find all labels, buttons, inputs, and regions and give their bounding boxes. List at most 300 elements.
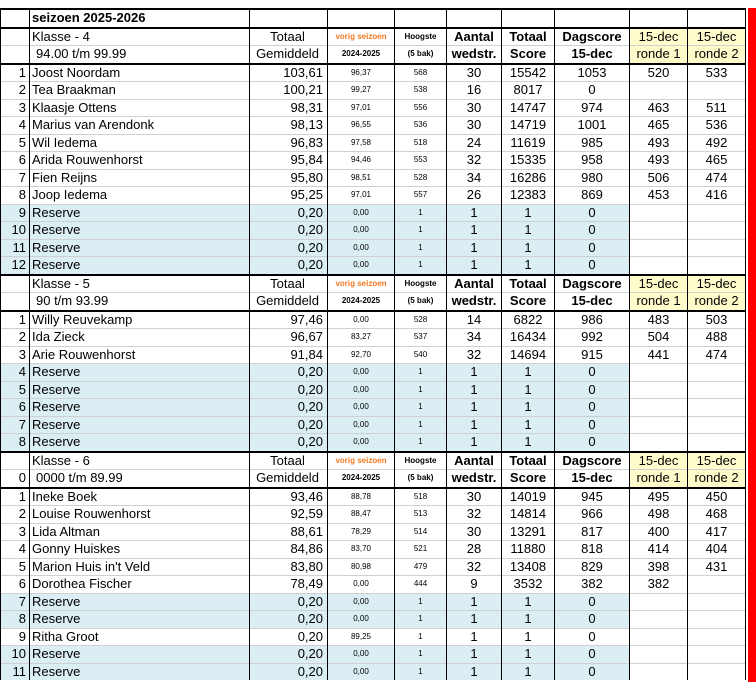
prev-season: 80,98 xyxy=(328,558,395,576)
table-row xyxy=(1,82,746,100)
row-number: 7 xyxy=(1,169,30,187)
round-1: 498 xyxy=(630,506,688,524)
round-1 xyxy=(630,204,688,222)
total-score: 16286 xyxy=(502,169,555,187)
matches: 1 xyxy=(447,611,502,629)
row-number xyxy=(1,28,30,46)
average: 84,86 xyxy=(250,541,328,559)
round-2: 488 xyxy=(688,329,746,347)
highest: 1 xyxy=(395,646,447,664)
header-score: Score xyxy=(502,46,555,64)
player-name: Reserve xyxy=(30,204,250,222)
average: 0,20 xyxy=(250,222,328,240)
day-score: 958 xyxy=(555,152,630,170)
highest: 1 xyxy=(395,222,447,240)
player-name: Klaasje Ottens xyxy=(30,99,250,117)
day-score: 1053 xyxy=(555,64,630,82)
table-row xyxy=(1,134,746,152)
class-header-row xyxy=(1,275,746,293)
table-row xyxy=(1,222,746,240)
prev-season: 0,00 xyxy=(328,257,395,275)
prev-season: 0,00 xyxy=(328,416,395,434)
row-number: 5 xyxy=(1,558,30,576)
red-sidebar-bar xyxy=(748,8,756,682)
row-number: 5 xyxy=(1,381,30,399)
prev-season: 0,00 xyxy=(328,222,395,240)
table-row xyxy=(1,523,746,541)
row-number: 0 xyxy=(1,470,30,488)
round-2 xyxy=(688,416,746,434)
matches: 14 xyxy=(447,311,502,329)
round-1 xyxy=(630,381,688,399)
highest: 1 xyxy=(395,434,447,452)
player-name: Joost Noordam xyxy=(30,64,250,82)
total-score: 1 xyxy=(502,628,555,646)
table-row xyxy=(1,593,746,611)
player-name: Joop Iedema xyxy=(30,187,250,205)
player-name: Tea Braakman xyxy=(30,82,250,100)
total-score: 14747 xyxy=(502,99,555,117)
header-score: Score xyxy=(502,470,555,488)
total-score: 1 xyxy=(502,593,555,611)
average: 95,80 xyxy=(250,169,328,187)
prev-season: 92,70 xyxy=(328,346,395,364)
empty-cell xyxy=(447,9,502,28)
day-score: 966 xyxy=(555,506,630,524)
header-bak: (5 bak) xyxy=(395,293,447,311)
header-ronde-1: ronde 1 xyxy=(630,46,688,64)
round-2 xyxy=(688,239,746,257)
round-2 xyxy=(688,82,746,100)
prev-season: 83,70 xyxy=(328,541,395,559)
prev-season: 98,51 xyxy=(328,169,395,187)
average: 0,20 xyxy=(250,434,328,452)
day-score: 0 xyxy=(555,434,630,452)
round-1: 463 xyxy=(630,99,688,117)
matches: 1 xyxy=(447,257,502,275)
header-vorig-years: 2024-2025 xyxy=(328,470,395,488)
round-1: 414 xyxy=(630,541,688,559)
day-score: 980 xyxy=(555,169,630,187)
table-row xyxy=(1,541,746,559)
prev-season: 0,00 xyxy=(328,399,395,417)
table-row xyxy=(1,576,746,594)
highest: 513 xyxy=(395,506,447,524)
matches: 32 xyxy=(447,506,502,524)
header-hoogste: Hoogste xyxy=(395,28,447,46)
prev-season: 0,00 xyxy=(328,576,395,594)
row-number: 5 xyxy=(1,134,30,152)
player-name: Gonny Huiskes xyxy=(30,541,250,559)
average: 93,46 xyxy=(250,488,328,506)
day-score: 945 xyxy=(555,488,630,506)
row-number: 6 xyxy=(1,399,30,417)
total-score: 15542 xyxy=(502,64,555,82)
player-name: Wil Iedema xyxy=(30,134,250,152)
total-score: 1 xyxy=(502,611,555,629)
prev-season: 0,00 xyxy=(328,364,395,382)
day-score: 817 xyxy=(555,523,630,541)
table-row xyxy=(1,169,746,187)
total-score: 14019 xyxy=(502,488,555,506)
prev-season: 0,00 xyxy=(328,663,395,680)
header-totaal: Totaal xyxy=(250,452,328,470)
day-score: 0 xyxy=(555,593,630,611)
round-1: 441 xyxy=(630,346,688,364)
table-row xyxy=(1,329,746,347)
player-name: Reserve xyxy=(30,611,250,629)
row-number: 10 xyxy=(1,222,30,240)
prev-season: 0,00 xyxy=(328,611,395,629)
matches: 1 xyxy=(447,416,502,434)
prev-season: 96,37 xyxy=(328,64,395,82)
highest: 1 xyxy=(395,593,447,611)
round-1: 453 xyxy=(630,187,688,205)
total-score: 1 xyxy=(502,204,555,222)
day-score: 985 xyxy=(555,134,630,152)
matches: 26 xyxy=(447,187,502,205)
day-score: 0 xyxy=(555,416,630,434)
average: 0,20 xyxy=(250,257,328,275)
header-date-2: 15-dec xyxy=(688,28,746,46)
prev-season: 99,27 xyxy=(328,82,395,100)
highest: 1 xyxy=(395,204,447,222)
total-score: 11880 xyxy=(502,541,555,559)
header-score: Score xyxy=(502,293,555,311)
round-2: 431 xyxy=(688,558,746,576)
header-totaal-score: Totaal xyxy=(502,28,555,46)
round-1: 495 xyxy=(630,488,688,506)
highest: 540 xyxy=(395,346,447,364)
header-gemiddeld: Gemiddeld xyxy=(250,293,328,311)
day-score: 869 xyxy=(555,187,630,205)
day-score: 0 xyxy=(555,611,630,629)
round-1: 382 xyxy=(630,576,688,594)
header-aantal: Aantal xyxy=(447,28,502,46)
round-1 xyxy=(630,628,688,646)
average: 98,31 xyxy=(250,99,328,117)
round-1: 465 xyxy=(630,117,688,135)
round-2: 465 xyxy=(688,152,746,170)
row-number xyxy=(1,452,30,470)
row-number: 2 xyxy=(1,506,30,524)
average: 103,61 xyxy=(250,64,328,82)
round-1 xyxy=(630,416,688,434)
round-2: 417 xyxy=(688,523,746,541)
average: 95,25 xyxy=(250,187,328,205)
day-score: 0 xyxy=(555,399,630,417)
highest: 1 xyxy=(395,416,447,434)
matches: 1 xyxy=(447,222,502,240)
player-name: Reserve xyxy=(30,434,250,452)
header-ronde-2: ronde 2 xyxy=(688,470,746,488)
header-ronde-1: ronde 1 xyxy=(630,470,688,488)
header-vorig-seizoen: vorig seizoen xyxy=(328,28,395,46)
header-dagscore-date: 15-dec xyxy=(555,46,630,64)
matches: 34 xyxy=(447,329,502,347)
table-row xyxy=(1,434,746,452)
highest: 537 xyxy=(395,329,447,347)
average: 95,84 xyxy=(250,152,328,170)
class-title: Klasse - 5 xyxy=(30,275,250,293)
table-row xyxy=(1,311,746,329)
total-score: 1 xyxy=(502,663,555,680)
header-totaal: Totaal xyxy=(250,275,328,293)
header-aantal: Aantal xyxy=(447,275,502,293)
matches: 32 xyxy=(447,152,502,170)
round-2: 468 xyxy=(688,506,746,524)
total-score: 1 xyxy=(502,239,555,257)
empty-cell xyxy=(250,9,328,28)
table-row xyxy=(1,488,746,506)
row-number: 10 xyxy=(1,646,30,664)
average: 92,59 xyxy=(250,506,328,524)
highest: 1 xyxy=(395,628,447,646)
total-score: 6822 xyxy=(502,311,555,329)
average: 0,20 xyxy=(250,399,328,417)
prev-season: 0,00 xyxy=(328,239,395,257)
total-score: 1 xyxy=(502,364,555,382)
round-1: 493 xyxy=(630,134,688,152)
matches: 1 xyxy=(447,646,502,664)
row-number xyxy=(1,46,30,64)
player-name: Lida Altman xyxy=(30,523,250,541)
empty-cell xyxy=(395,9,447,28)
matches: 1 xyxy=(447,239,502,257)
round-2: 450 xyxy=(688,488,746,506)
round-2: 474 xyxy=(688,169,746,187)
header-dagscore-date: 15-dec xyxy=(555,293,630,311)
row-number: 12 xyxy=(1,257,30,275)
table-row xyxy=(1,239,746,257)
class-subheader-row xyxy=(1,470,746,488)
header-ronde-1: ronde 1 xyxy=(630,293,688,311)
total-score: 14694 xyxy=(502,346,555,364)
matches: 30 xyxy=(447,523,502,541)
row-number: 6 xyxy=(1,576,30,594)
prev-season: 88,47 xyxy=(328,506,395,524)
average: 78,49 xyxy=(250,576,328,594)
round-2 xyxy=(688,646,746,664)
class-title: Klasse - 4 xyxy=(30,28,250,46)
round-2 xyxy=(688,434,746,452)
table-row xyxy=(1,364,746,382)
highest: 568 xyxy=(395,64,447,82)
highest: 521 xyxy=(395,541,447,559)
matches: 1 xyxy=(447,204,502,222)
player-name: Dorothea Fischer xyxy=(30,576,250,594)
matches: 1 xyxy=(447,381,502,399)
average: 0,20 xyxy=(250,239,328,257)
total-score: 3532 xyxy=(502,576,555,594)
day-score: 0 xyxy=(555,257,630,275)
highest: 1 xyxy=(395,381,447,399)
prev-season: 83,27 xyxy=(328,329,395,347)
header-date-2: 15-dec xyxy=(688,275,746,293)
row-number: 1 xyxy=(1,488,30,506)
round-1 xyxy=(630,593,688,611)
prev-season: 94,46 xyxy=(328,152,395,170)
round-1: 483 xyxy=(630,311,688,329)
round-2: 511 xyxy=(688,99,746,117)
header-ronde-2: ronde 2 xyxy=(688,293,746,311)
prev-season: 97,58 xyxy=(328,134,395,152)
total-score: 1 xyxy=(502,434,555,452)
class-subheader-row xyxy=(1,293,746,311)
day-score: 992 xyxy=(555,329,630,347)
class-subheader-row xyxy=(1,46,746,64)
table-row xyxy=(1,611,746,629)
day-score: 0 xyxy=(555,663,630,680)
class-range: 90 t/m 93.99 xyxy=(30,293,250,311)
row-number: 11 xyxy=(1,663,30,680)
player-name: Arie Rouwenhorst xyxy=(30,346,250,364)
header-dagscore-date: 15-dec xyxy=(555,470,630,488)
round-1 xyxy=(630,82,688,100)
class-header-row xyxy=(1,452,746,470)
round-2 xyxy=(688,593,746,611)
player-name: Reserve xyxy=(30,663,250,680)
average: 0,20 xyxy=(250,663,328,680)
matches: 30 xyxy=(447,117,502,135)
row-number: 4 xyxy=(1,364,30,382)
total-score: 16434 xyxy=(502,329,555,347)
prev-season: 97,01 xyxy=(328,99,395,117)
header-wedstr: wedstr. xyxy=(447,46,502,64)
round-2 xyxy=(688,576,746,594)
round-1 xyxy=(630,239,688,257)
prev-season: 0,00 xyxy=(328,434,395,452)
day-score: 1001 xyxy=(555,117,630,135)
highest: 528 xyxy=(395,169,447,187)
player-name: Willy Reuvekamp xyxy=(30,311,250,329)
highest: 553 xyxy=(395,152,447,170)
day-score: 0 xyxy=(555,239,630,257)
row-number: 2 xyxy=(1,82,30,100)
header-vorig-seizoen: vorig seizoen xyxy=(328,275,395,293)
matches: 1 xyxy=(447,628,502,646)
day-score: 986 xyxy=(555,311,630,329)
highest: 514 xyxy=(395,523,447,541)
table-row xyxy=(1,399,746,417)
round-2 xyxy=(688,257,746,275)
table-row xyxy=(1,64,746,82)
player-name: Reserve xyxy=(30,399,250,417)
round-1 xyxy=(630,222,688,240)
class-range: 0000 t/m 89.99 xyxy=(30,470,250,488)
header-gemiddeld: Gemiddeld xyxy=(250,46,328,64)
average: 88,61 xyxy=(250,523,328,541)
row-number: 8 xyxy=(1,187,30,205)
round-1: 506 xyxy=(630,169,688,187)
matches: 32 xyxy=(447,346,502,364)
matches: 30 xyxy=(447,488,502,506)
prev-season: 0,00 xyxy=(328,311,395,329)
highest: 556 xyxy=(395,99,447,117)
row-number: 3 xyxy=(1,99,30,117)
round-1 xyxy=(630,399,688,417)
day-score: 382 xyxy=(555,576,630,594)
average: 0,20 xyxy=(250,381,328,399)
matches: 28 xyxy=(447,541,502,559)
total-score: 15335 xyxy=(502,152,555,170)
player-name: Ineke Boek xyxy=(30,488,250,506)
total-score: 1 xyxy=(502,416,555,434)
average: 0,20 xyxy=(250,646,328,664)
round-1 xyxy=(630,364,688,382)
header-wedstr: wedstr. xyxy=(447,293,502,311)
player-name: Reserve xyxy=(30,239,250,257)
round-1 xyxy=(630,663,688,680)
average: 0,20 xyxy=(250,416,328,434)
total-score: 1 xyxy=(502,381,555,399)
round-2: 533 xyxy=(688,64,746,82)
round-1: 400 xyxy=(630,523,688,541)
round-2 xyxy=(688,663,746,680)
prev-season: 0,00 xyxy=(328,593,395,611)
header-date-1: 15-dec xyxy=(630,452,688,470)
average: 100,21 xyxy=(250,82,328,100)
total-score: 14719 xyxy=(502,117,555,135)
header-date-1: 15-dec xyxy=(630,275,688,293)
average: 98,13 xyxy=(250,117,328,135)
class-title: Klasse - 6 xyxy=(30,452,250,470)
player-name: Reserve xyxy=(30,381,250,399)
highest: 536 xyxy=(395,117,447,135)
header-totaal: Totaal xyxy=(250,28,328,46)
player-name: Reserve xyxy=(30,416,250,434)
header-dagscore: Dagscore xyxy=(555,452,630,470)
matches: 9 xyxy=(447,576,502,594)
row-number: 4 xyxy=(1,541,30,559)
row-number: 11 xyxy=(1,239,30,257)
header-dagscore: Dagscore xyxy=(555,28,630,46)
matches: 1 xyxy=(447,593,502,611)
round-1: 504 xyxy=(630,329,688,347)
average: 83,80 xyxy=(250,558,328,576)
row-number: 9 xyxy=(1,628,30,646)
total-score: 11619 xyxy=(502,134,555,152)
day-score: 0 xyxy=(555,82,630,100)
matches: 1 xyxy=(447,364,502,382)
table-row xyxy=(1,204,746,222)
round-1 xyxy=(630,257,688,275)
highest: 444 xyxy=(395,576,447,594)
table-row xyxy=(1,416,746,434)
header-bak: (5 bak) xyxy=(395,470,447,488)
round-1 xyxy=(630,646,688,664)
round-1: 520 xyxy=(630,64,688,82)
round-2 xyxy=(688,222,746,240)
total-score: 8017 xyxy=(502,82,555,100)
header-aantal: Aantal xyxy=(447,452,502,470)
header-ronde-2: ronde 2 xyxy=(688,46,746,64)
header-totaal-score: Totaal xyxy=(502,452,555,470)
highest: 528 xyxy=(395,311,447,329)
day-score: 0 xyxy=(555,204,630,222)
row-number: 4 xyxy=(1,117,30,135)
highest: 1 xyxy=(395,399,447,417)
player-name: Reserve xyxy=(30,646,250,664)
round-2: 536 xyxy=(688,117,746,135)
table-row xyxy=(1,346,746,364)
round-2: 404 xyxy=(688,541,746,559)
row-number: 1 xyxy=(1,311,30,329)
round-1: 493 xyxy=(630,152,688,170)
row-number: 9 xyxy=(1,204,30,222)
prev-season: 78,29 xyxy=(328,523,395,541)
prev-season: 88,78 xyxy=(328,488,395,506)
